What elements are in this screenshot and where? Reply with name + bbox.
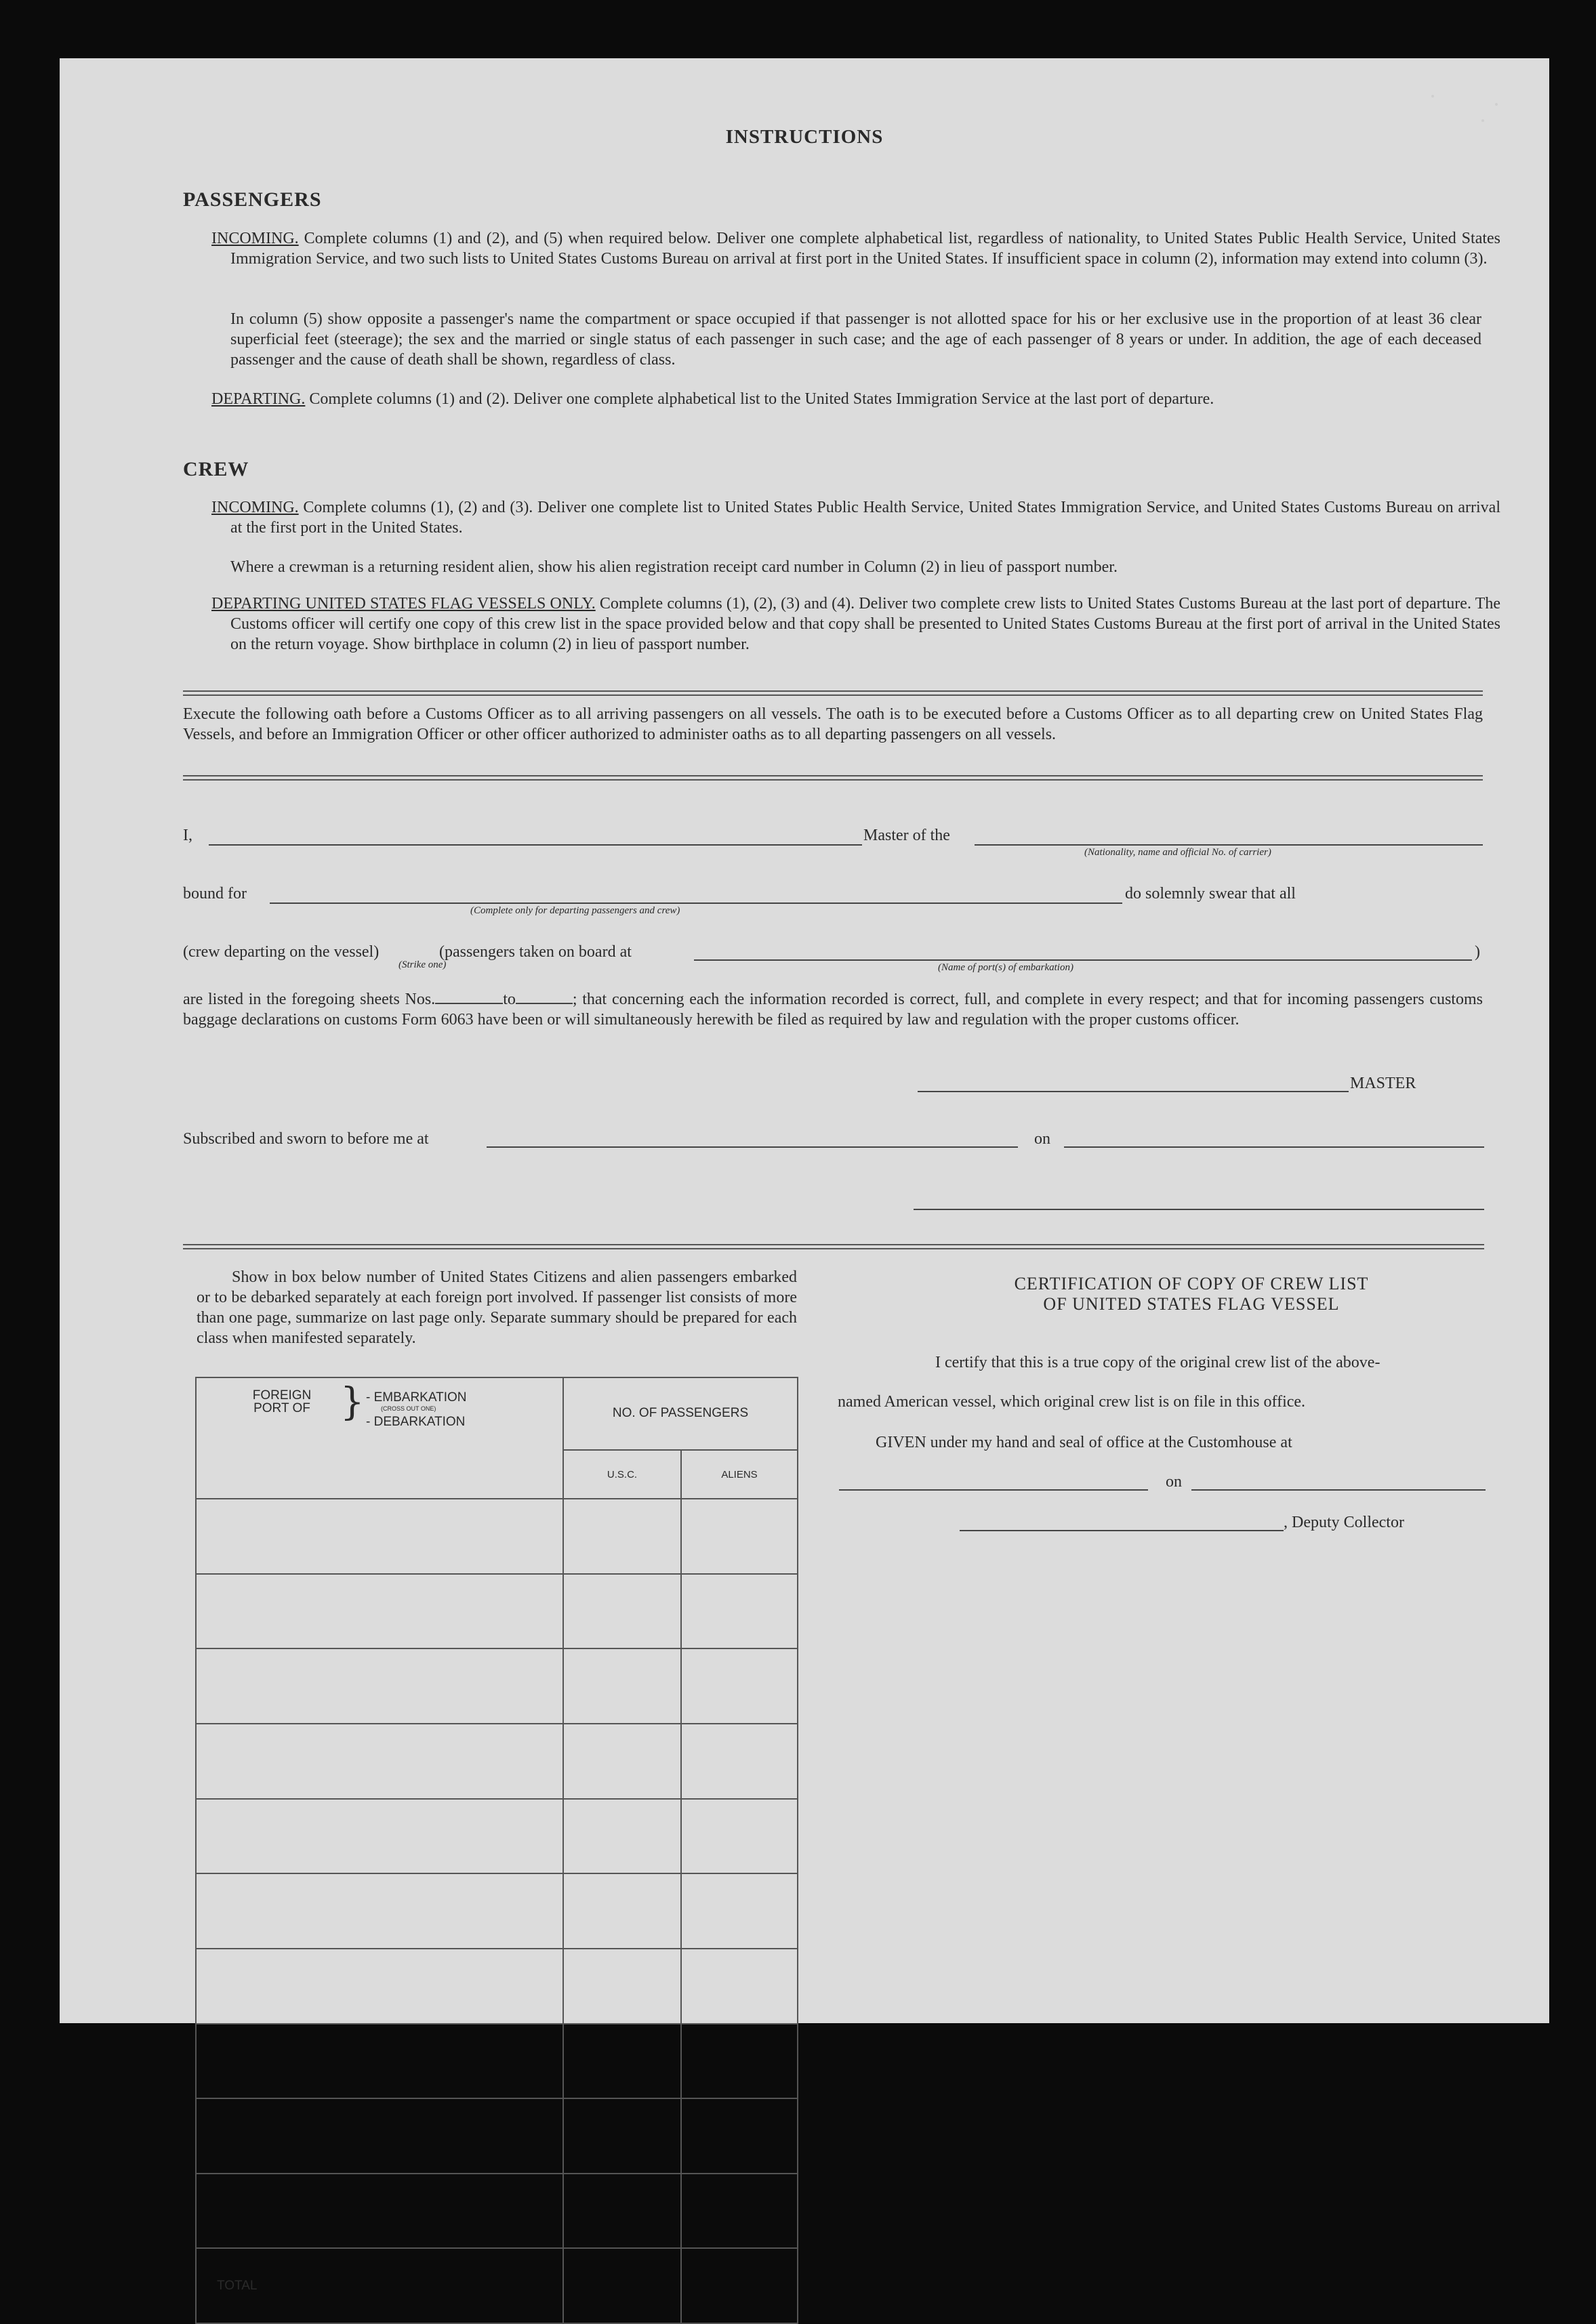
crew-incoming-text: Complete columns (1), (2) and (3). Deliver one complete list to United States Public Health Service, United States Immigration Service, and United States Customs Bureau on arrival at the first port in the United States.	[230, 499, 1501, 537]
total-aliens-cell[interactable]	[681, 2248, 798, 2323]
embarkation-option: - EMBARKATION	[366, 1390, 467, 1405]
certification-line2: named American vessel, which original crew list is on file in this office.	[838, 1393, 1306, 1411]
page-title: INSTRUCTIONS	[725, 126, 884, 148]
bound-for-field[interactable]	[270, 902, 1122, 904]
usc-header: U.S.C.	[563, 1450, 681, 1499]
port-cell[interactable]	[196, 1799, 563, 1874]
passengers-heading: PASSENGERS	[183, 188, 322, 211]
divider-1	[183, 690, 1483, 696]
dust-mark	[1481, 119, 1484, 122]
certification-date-field[interactable]	[1191, 1489, 1486, 1491]
table-row	[196, 1648, 798, 1724]
passengers-incoming-text: Complete columns (1) and (2), and (5) when required below. Deliver one complete alphabetical list, regardless of nationality, to United States Public Health Service, United States Immigration Service, and two such lists to United States Customs Bureau on arrival at first port in the United States. If insufficient space in column (2), information may extend into column (3).	[230, 230, 1501, 268]
listed-to-label: to	[503, 991, 516, 1008]
passengers-column5-paragraph: In column (5) show opposite a passenger's name the compartment or space occupied if that passenger is not allotted space for his or her exclusive use in the proportion of at least 36 clear superficial feet (steerage); the sex and the married or single status of each passenger in such case; and the age of each passenger of 8 years or under. In addition, the age of each deceased passenger and the cause of death shall be shown, regardless of class.	[230, 310, 1481, 369]
port-cell[interactable]	[196, 2098, 563, 2174]
certification-title	[904, 1274, 1479, 1314]
summary-note: Show in box below number of United States Citizens and alien passengers embarked or to be debarked separately at each foreign port involved. If passenger list consists of more than one page, summarize on last page only. Separate summary should be prepared for each class when manifested separately.	[197, 1268, 797, 1347]
usc-cell[interactable]	[563, 1499, 681, 1574]
sheet-from-field[interactable]	[435, 991, 503, 1004]
ports-caption: (Name of port(s) of embarkation)	[938, 962, 1073, 973]
port-cell[interactable]	[196, 2174, 563, 2249]
master-name-field[interactable]	[209, 844, 862, 846]
listed-sheets-paragraph	[183, 989, 1483, 1030]
crew-departing-option: (crew departing on the vessel)	[183, 943, 380, 961]
port-cell[interactable]	[196, 2024, 563, 2099]
divider-2	[183, 775, 1483, 781]
table-row	[196, 2098, 798, 2174]
sworn-date-field[interactable]	[1064, 1146, 1484, 1148]
usc-cell[interactable]	[563, 1799, 681, 1874]
certification-title-line2: OF UNITED STATES FLAG VESSEL	[1043, 1294, 1340, 1314]
aliens-cell[interactable]	[681, 2024, 798, 2099]
usc-cell[interactable]	[563, 2098, 681, 2174]
bound-for-label: bound for	[183, 885, 247, 902]
brace-icon: }	[340, 1380, 365, 1424]
sworn-on-label: on	[1034, 1130, 1050, 1148]
passengers-departing-paragraph	[211, 389, 1500, 409]
deputy-collector-label: , Deputy Collector	[1284, 1514, 1404, 1531]
passenger-summary-table	[195, 1377, 798, 2324]
oath-instructions: Execute the following oath before a Customs Officer as to all arriving passengers on all vessels. The oath is to be executed before a Customs Officer as to all departing crew on United States Flag Vessels, and before an Immigration Officer or other officer authorized to administer oaths as to all departing passengers on all vessels.	[183, 705, 1483, 743]
port-cell[interactable]	[196, 1648, 563, 1724]
passengers-departing-text: Complete columns (1) and (2). Deliver one complete alphabetical list to the United States Immigration Service at the last port of departure.	[309, 390, 1214, 408]
aliens-header: ALIENS	[681, 1450, 798, 1499]
certification-line3: GIVEN under my hand and seal of office at the Customhouse at	[876, 1434, 1292, 1451]
table-row	[196, 1949, 798, 2024]
table-row	[196, 1873, 798, 1949]
carrier-field[interactable]	[975, 844, 1483, 846]
officer-signature-field[interactable]	[914, 1209, 1484, 1210]
table-row	[196, 1724, 798, 1799]
port-cell[interactable]	[196, 1574, 563, 1649]
dust-mark	[1495, 103, 1498, 106]
passengers-incoming-label: INCOMING.	[211, 230, 299, 247]
usc-cell[interactable]	[563, 1873, 681, 1949]
ports-of-embarkation-field[interactable]	[694, 959, 1472, 961]
port-cell[interactable]	[196, 1499, 563, 1574]
table-row	[196, 1499, 798, 1574]
usc-cell[interactable]	[563, 2024, 681, 2099]
crew-incoming-label: INCOMING.	[211, 499, 299, 516]
foreign-port-header	[196, 1377, 563, 1499]
sheet-to-field[interactable]	[516, 991, 573, 1004]
form-sheet	[60, 58, 1549, 2293]
listed-sheets-text-b: ; that concerning each the information recorded is correct, full, and complete in every respect; and that for incoming passengers customs baggage declarations on customs Form 6063 have been or will simultaneously herewith be filed as required by law and regulation with the proper customs officer.	[183, 991, 1483, 1029]
crew-departing-paragraph	[211, 594, 1500, 655]
aliens-cell[interactable]	[681, 1799, 798, 1874]
table-row	[196, 2024, 798, 2099]
master-signature-field[interactable]	[918, 1091, 1349, 1092]
passengers-departing-label: DEPARTING.	[211, 390, 306, 408]
total-label: TOTAL	[196, 2248, 563, 2323]
divider-3	[183, 1244, 1484, 1249]
debarkation-option: - DEBARKATION	[366, 1415, 466, 1429]
usc-cell[interactable]	[563, 1724, 681, 1799]
customhouse-field[interactable]	[839, 1489, 1148, 1491]
usc-cell[interactable]	[563, 2174, 681, 2249]
aliens-cell[interactable]	[681, 1648, 798, 1724]
total-usc-cell[interactable]	[563, 2248, 681, 2323]
aliens-cell[interactable]	[681, 1499, 798, 1574]
listed-sheets-text-a: are listed in the foregoing sheets Nos.	[183, 991, 436, 1008]
port-cell[interactable]	[196, 1949, 563, 2024]
aliens-cell[interactable]	[681, 1949, 798, 2024]
foreign-port-label: FOREIGN PORT OF	[252, 1388, 312, 1415]
sworn-place-field[interactable]	[487, 1146, 1018, 1148]
master-of-the-label: Master of the	[863, 827, 950, 844]
table-row	[196, 1799, 798, 1874]
no-of-passengers-header: NO. OF PASSENGERS	[563, 1377, 798, 1450]
passengers-taken-option: (passengers taken on board at	[439, 943, 632, 961]
port-cell[interactable]	[196, 1724, 563, 1799]
aliens-cell[interactable]	[681, 1873, 798, 1949]
solemnly-swear-label: do solemnly swear that all	[1125, 885, 1296, 902]
passengers-incoming-paragraph	[211, 228, 1500, 269]
bound-for-caption: (Complete only for departing passengers and crew)	[470, 905, 680, 916]
crew-incoming-paragraph	[211, 497, 1500, 538]
usc-cell[interactable]	[563, 1648, 681, 1724]
aliens-cell[interactable]	[681, 1574, 798, 1649]
carrier-caption: (Nationality, name and official No. of carrier)	[1084, 847, 1271, 858]
table-row	[196, 1574, 798, 1649]
usc-cell[interactable]	[563, 1949, 681, 2024]
crew-heading: CREW	[183, 458, 249, 480]
subscribed-label: Subscribed and sworn to before me at	[183, 1130, 429, 1148]
dust-mark	[1431, 95, 1434, 98]
crew-resident-paragraph: Where a crewman is a returning resident alien, show his alien registration receipt card number in Column (2) in lieu of passport number.	[230, 558, 1118, 576]
strike-one-caption: (Strike one)	[398, 959, 447, 970]
usc-cell[interactable]	[563, 1574, 681, 1649]
crew-departing-text: Complete columns (1), (2), (3) and (4). Deliver two complete crew lists to United States Customs Bureau at the last port of departure. The Customs officer will certify one copy of this crew list in the space provided below and that copy shall be presented to United States Customs Bureau at the first port of arrival in the United States on the return voyage. Show birthplace in column (2) in lieu of passport number.	[230, 595, 1501, 653]
table-row	[196, 2174, 798, 2249]
cross-out-one-note: (CROSS OUT ONE)	[381, 1405, 436, 1412]
aliens-cell[interactable]	[681, 1724, 798, 1799]
master-label: MASTER	[1350, 1075, 1416, 1092]
aliens-cell[interactable]	[681, 2174, 798, 2249]
certification-on-label: on	[1166, 1473, 1182, 1491]
deputy-collector-signature-field[interactable]	[960, 1530, 1284, 1531]
port-cell[interactable]	[196, 1873, 563, 1949]
oath-i-label: I,	[183, 827, 192, 844]
crew-departing-label: DEPARTING UNITED STATES FLAG VESSELS ONLY.	[211, 595, 596, 613]
certification-line1: I certify that this is a true copy of the original crew list of the above-	[935, 1354, 1380, 1371]
close-paren: )	[1475, 943, 1480, 961]
certification-title-line1: CERTIFICATION OF COPY OF CREW LIST	[1014, 1274, 1369, 1293]
aliens-cell[interactable]	[681, 2098, 798, 2174]
